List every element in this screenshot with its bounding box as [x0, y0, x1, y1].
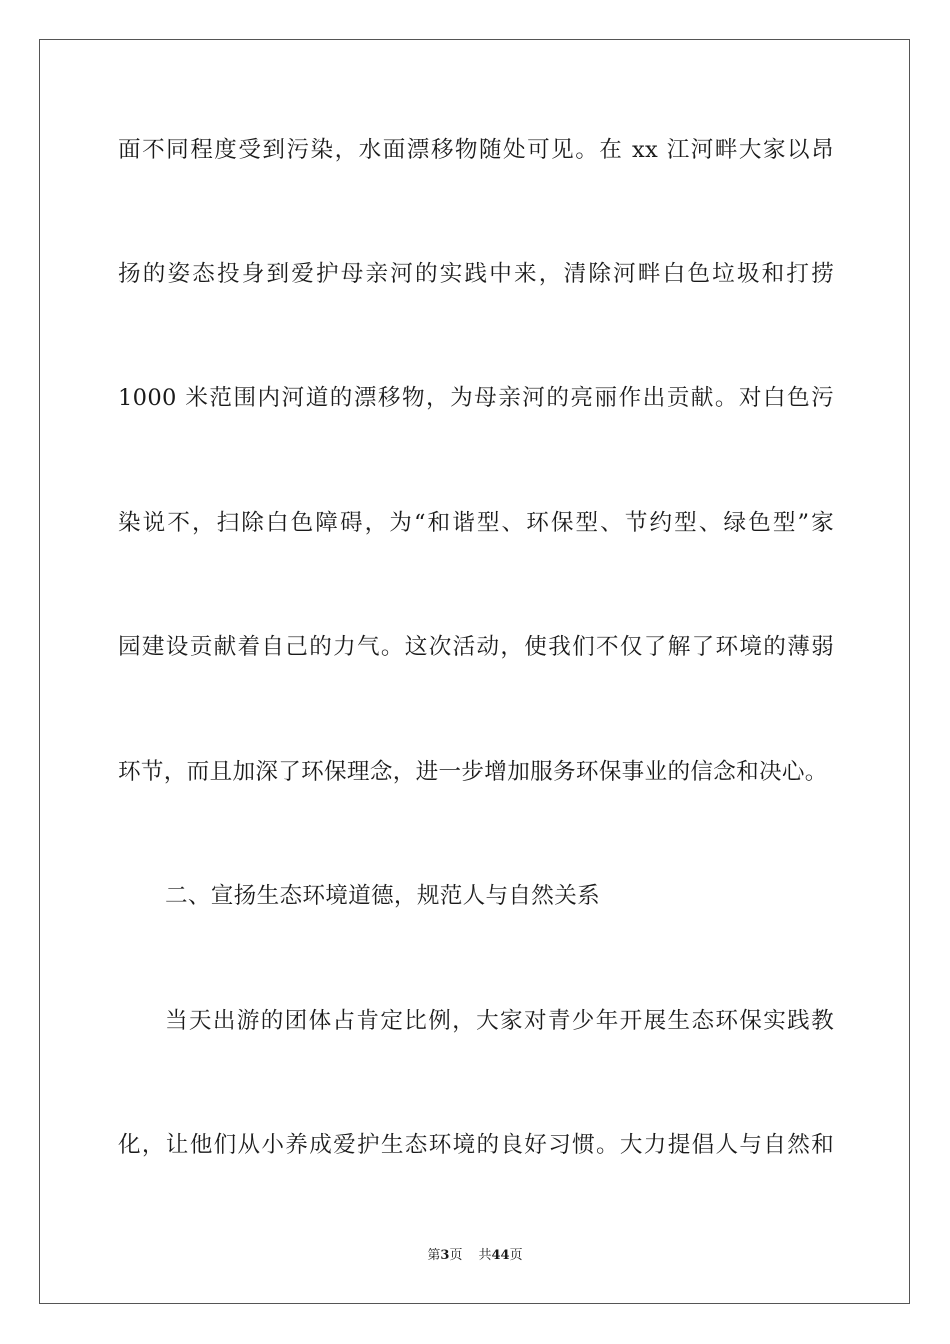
text-line: 园建设贡献着自己的力气。这次活动，使我们不仅了解了环境的薄弱	[118, 634, 834, 660]
text-line: 面不同程度受到污染，水面漂移物随处可见。在 xx 江河畔大家以昂	[118, 137, 834, 163]
page-suffix: 页	[449, 1248, 463, 1263]
text-line: 当天出游的团体占肯定比例，大家对青少年开展生态环保实践教	[165, 1008, 834, 1034]
section-heading: 二、宣扬生态环境道德，规范人与自然关系	[165, 883, 600, 909]
total-pages: 44	[491, 1248, 510, 1263]
text-line: 1000 米范围内河道的漂移物，为母亲河的亮丽作出贡献。对白色污	[118, 385, 834, 411]
page-footer	[0, 1247, 950, 1265]
total-suffix: 页	[509, 1248, 523, 1263]
page-frame	[39, 39, 910, 1304]
text-line: 环节，而且加深了环保理念，进一步增加服务环保事业的信念和决心。	[118, 759, 828, 785]
page-prefix: 第	[427, 1248, 441, 1263]
text-line: 化，让他们从小养成爱护生态环境的良好习惯。大力提倡人与自然和	[118, 1132, 834, 1158]
page-number: 3	[440, 1248, 450, 1263]
text-line: 染说不，扫除白色障碍，为“和谐型、环保型、节约型、绿色型”家	[118, 510, 834, 536]
text-line: 扬的姿态投身到爱护母亲河的实践中来，清除河畔白色垃圾和打捞	[118, 261, 834, 287]
total-prefix: 共	[478, 1248, 492, 1263]
